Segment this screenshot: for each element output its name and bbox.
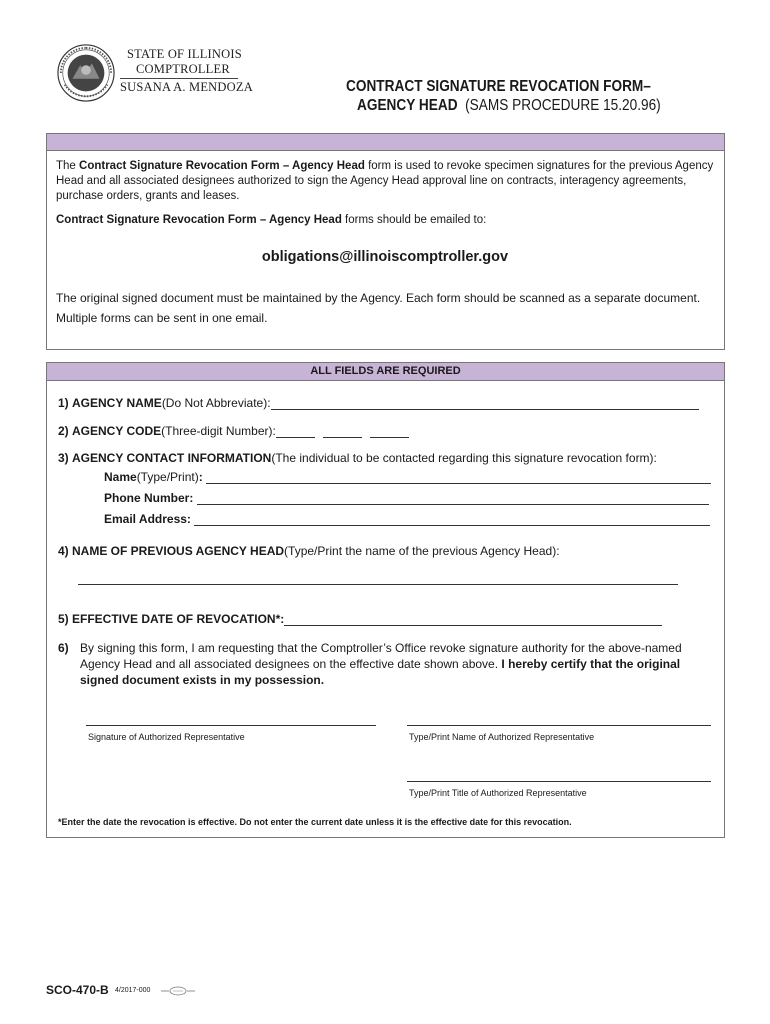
contact-name-label: Name <box>104 470 137 484</box>
original-note-line1: The original signed document must be maintained by the Agency. Each form should be scanned as a separate document. <box>56 291 701 305</box>
email-instruction <box>56 213 486 228</box>
printed-title-input[interactable] <box>407 781 711 782</box>
form-revision-date: 4/2017-000 <box>115 987 151 994</box>
previous-head-input[interactable] <box>78 584 678 585</box>
certification-text <box>80 640 720 688</box>
printed-name-label: Type/Print Name of Authorized Representative <box>409 732 595 742</box>
contact-email-label: Email Address: <box>104 512 191 526</box>
title-agency-head: AGENCY HEAD <box>357 97 458 114</box>
header-official: SUSANA A. MENDOZA <box>120 80 253 94</box>
field-number: 1) <box>58 396 69 410</box>
original-note-line2: Multiple forms can be sent in one email. <box>56 311 268 325</box>
intro-post: form is used to revoke specimen signatures for the previous Agency Head and all associated designees authorized to sign the Agency Head approval line on contracts, interagency agreements, purchase orders, grants and leases. <box>56 160 714 202</box>
email-instruction-text: forms should be emailed to: <box>341 214 487 226</box>
contact-phone-input[interactable] <box>197 492 709 505</box>
agency-contact-field <box>58 451 657 465</box>
agency-code-field <box>58 424 409 438</box>
submission-email-link[interactable]: obligations@illinoiscomptroller.gov <box>261 249 509 265</box>
agency-code-hint: (Three-digit Number): <box>161 424 276 438</box>
contact-phone-label: Phone Number: <box>104 491 194 505</box>
intro-paragraph <box>56 159 720 204</box>
state-seal-logo <box>57 44 115 102</box>
field-number: 3) <box>58 451 69 465</box>
intro-form-name: Contract Signature Revocation Form – Agency Head <box>79 160 365 172</box>
effective-date-footnote: *Enter the date the revocation is effective. Do not enter the current date unless it is the effective date for this revocation. <box>58 817 572 827</box>
contact-email-field <box>104 512 710 526</box>
agency-code-digit3-input[interactable] <box>370 425 409 438</box>
field-number: 5) <box>58 612 69 626</box>
form-title-line1: CONTRACT SIGNATURE REVOCATION FORM– <box>346 78 651 95</box>
printed-name-input[interactable] <box>407 725 711 726</box>
contact-email-input[interactable] <box>194 513 710 526</box>
header-rule <box>120 78 238 79</box>
email-instruction-form-name: Contract Signature Revocation Form – Agency Head <box>56 214 342 226</box>
printed-title-label: Type/Print Title of Authorized Representative <box>409 788 587 798</box>
agency-code-digit1-input[interactable] <box>276 425 315 438</box>
required-banner: ALL FIELDS ARE REQUIRED <box>310 365 461 377</box>
agency-code-digit2-input[interactable] <box>323 425 362 438</box>
title-procedure: (SAMS PROCEDURE 15.20.96) <box>465 97 661 114</box>
contact-name-hint: (Type/Print) <box>136 470 199 484</box>
form-number: SCO-470-B <box>46 983 109 997</box>
agency-name-field <box>58 396 699 410</box>
field-number: 2) <box>58 424 69 438</box>
effective-date-label: EFFECTIVE DATE OF REVOCATION*: <box>72 612 285 626</box>
header-office: COMPTROLLER <box>136 62 230 76</box>
agency-name-label: AGENCY NAME <box>72 396 162 410</box>
field-number: 4) <box>58 544 69 558</box>
certification-bold: I hereby certify that the original signed document exists in my possession. <box>80 657 681 687</box>
contact-name-field <box>104 470 711 484</box>
agency-contact-hint: (The individual to be contacted regarding this signature revocation form): <box>271 451 657 465</box>
previous-head-hint: (Type/Print the name of the previous Agency Head): <box>284 544 560 558</box>
agency-name-input[interactable] <box>271 397 699 410</box>
printer-bug-icon <box>161 986 195 996</box>
signature-label: Signature of Authorized Representative <box>88 732 245 742</box>
signature-input[interactable] <box>86 725 376 726</box>
contact-phone-field <box>104 491 709 505</box>
agency-contact-label: AGENCY CONTACT INFORMATION <box>72 451 272 465</box>
contact-name-colon: : <box>198 470 203 484</box>
header-state: STATE OF ILLINOIS <box>127 47 242 61</box>
field-number: 6) <box>58 641 69 655</box>
previous-head-field <box>58 544 560 558</box>
instructions-band <box>47 134 724 151</box>
agency-code-label: AGENCY CODE <box>72 424 162 438</box>
effective-date-field <box>58 612 662 626</box>
previous-head-label: NAME OF PREVIOUS AGENCY HEAD <box>72 544 285 558</box>
form-title-line2 <box>357 97 661 115</box>
agency-name-hint: (Do Not Abbreviate): <box>161 396 271 410</box>
intro-pre: The <box>56 160 80 172</box>
certification-body: By signing this form, I am requesting that the Comptroller’s Office revoke signature authority for the above-named Agency Head and all associated designees on the effective date shown above. <box>80 641 682 671</box>
effective-date-input[interactable] <box>284 613 662 626</box>
contact-name-input[interactable] <box>206 471 711 484</box>
